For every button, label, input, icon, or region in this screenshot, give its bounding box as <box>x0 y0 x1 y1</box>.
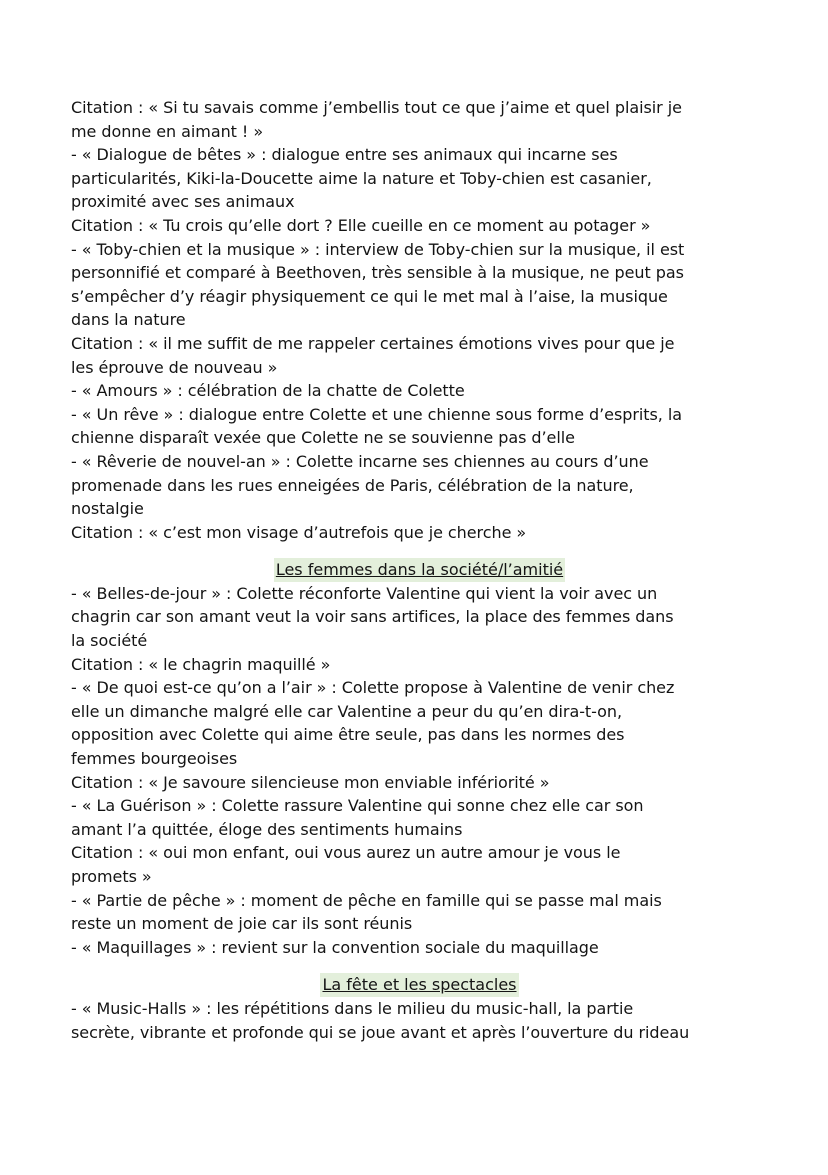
text-line: femmes bourgeoises <box>71 749 238 769</box>
text-line: - « Amours » : célébration de la chatte de Colette <box>71 381 465 401</box>
text-line: Citation : « Si tu savais comme j’embellis tout ce que j’aime et quel plaisir je <box>71 98 682 117</box>
text-line: Citation : « le chagrin maquillé » <box>71 654 331 674</box>
text-line: particularités, Kiki-la-Doucette aime la nature et Toby-chien est casanier, <box>71 168 652 188</box>
text-line: - « De quoi est-ce qu’on a l’air » : Colette propose à Valentine de venir chez <box>71 678 675 698</box>
text-line: - « Rêverie de nouvel-an » : Colette incarne ses chiennes au cours d’une <box>71 451 649 471</box>
text-line: la société <box>71 631 148 651</box>
section-heading-row <box>71 973 768 997</box>
text-line: - « Un rêve » : dialogue entre Colette et une chienne sous forme d’esprits, la <box>71 404 683 424</box>
section-women <box>71 582 768 960</box>
text-line: - « Dialogue de bêtes » : dialogue entre ses animaux qui incarne ses <box>71 145 618 165</box>
text-line: - « Toby-chien et la musique » : interview de Toby-chien sur la musique, il est <box>71 239 685 259</box>
text-line: amant l’a quittée, éloge des sentiments humains <box>71 819 463 839</box>
text-line: secrète, vibrante et profonde qui se joue avant et après l’ouverture du rideau <box>71 1022 690 1042</box>
text-line: personnifié et comparé à Beethoven, très sensible à la musique, ne peut pas <box>71 263 684 283</box>
text-line: - « Partie de pêche » : moment de pêche en famille qui se passe mal mais <box>71 890 662 910</box>
text-line: promets » <box>71 867 152 886</box>
text-line: les éprouve de nouveau » <box>71 357 278 377</box>
text-line: me donne en aimant ! » <box>71 121 264 141</box>
text-line: Citation : « il me suffit de me rappeler certaines émotions vives pour que je <box>71 333 675 353</box>
text-line: - « Belles-de-jour » : Colette réconforte Valentine qui vient la voir avec un <box>71 583 658 603</box>
text-line: - « La Guérison » : Colette rassure Valentine qui sonne chez elle car son <box>71 796 644 816</box>
text-line: opposition avec Colette qui aime être seule, pas dans les normes des <box>71 725 625 745</box>
text-line: - « Music-Halls » : les répétitions dans le milieu du music-hall, la partie <box>71 998 634 1018</box>
section-heading-shows: La fête et les spectacles <box>320 973 518 997</box>
text-line: elle un dimanche malgré elle car Valentine a peur du qu’en dira-t-on, <box>71 701 623 721</box>
text-line: chagrin car son amant veut la voir sans artifices, la place des femmes dans <box>71 607 674 627</box>
text-line: s’empêcher d’y réagir physiquement ce qui le met mal à l’aise, la musique <box>71 286 668 306</box>
text-line: - « Maquillages » : revient sur la convention sociale du maquillage <box>71 937 599 957</box>
text-line: chienne disparaît vexée que Colette ne se souvienne pas d’elle <box>71 428 575 448</box>
text-line: reste un moment de joie car ils sont réunis <box>71 914 413 934</box>
text-line: dans la nature <box>71 310 186 330</box>
text-line: Citation : « c’est mon visage d’autrefois que je cherche » <box>71 522 527 542</box>
section-animals <box>71 96 768 544</box>
section-heading-women: Les femmes dans la société/l’amitié <box>274 558 565 582</box>
section-heading-row <box>71 558 768 582</box>
text-line: Citation : « Je savoure silencieuse mon enviable infériorité » <box>71 772 550 792</box>
text-line: nostalgie <box>71 499 144 519</box>
text-line: Citation : « Tu crois qu’elle dort ? Elle cueille en ce moment au potager » <box>71 215 651 235</box>
text-line: proximité avec ses animaux <box>71 192 295 212</box>
text-line: Citation : « oui mon enfant, oui vous aurez un autre amour je vous le <box>71 843 621 863</box>
section-shows <box>71 997 768 1044</box>
text-line: promenade dans les rues enneigées de Paris, célébration de la nature, <box>71 475 634 495</box>
